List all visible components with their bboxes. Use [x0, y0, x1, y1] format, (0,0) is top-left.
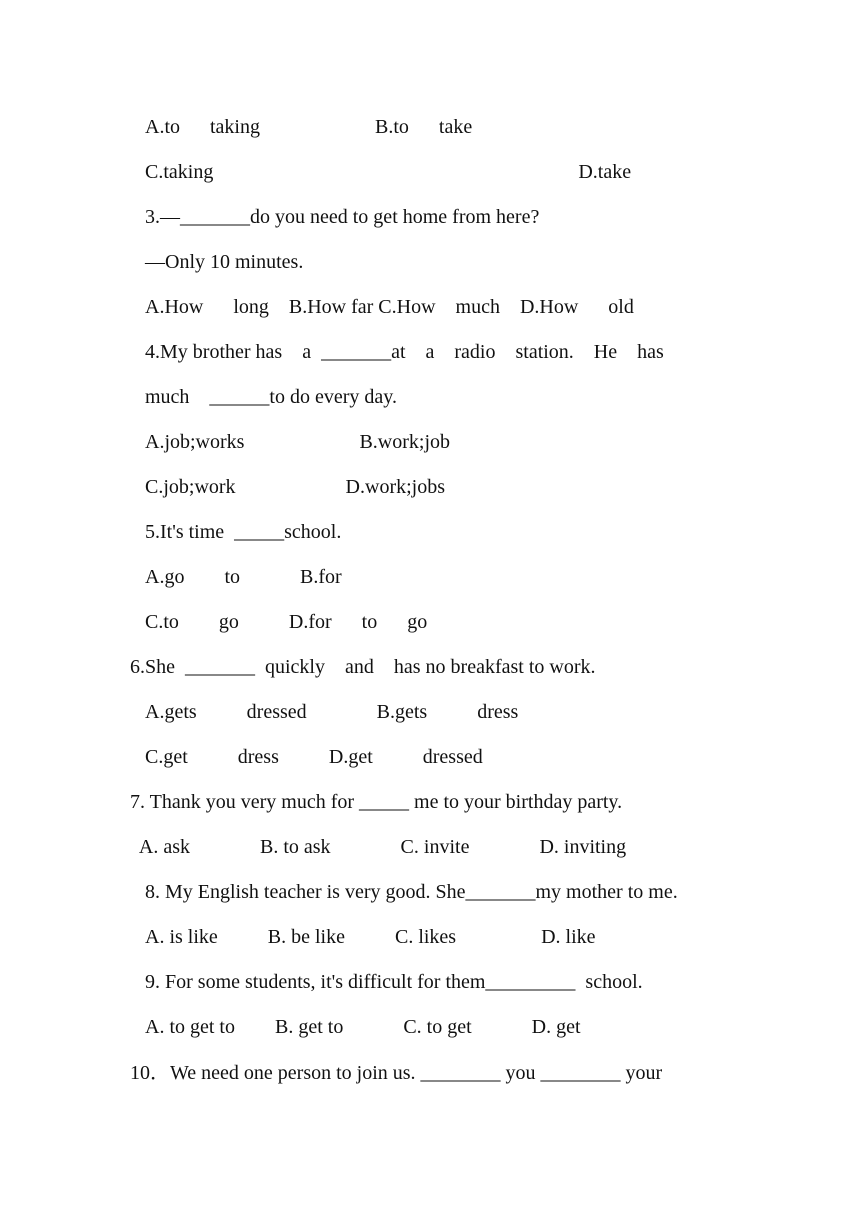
q2-options-ab: A.to taking B.to take [145, 116, 473, 138]
q3-answer: —Only 10 minutes. [145, 251, 304, 273]
q10-question: 10．We need one person to join us. ________ you ________ your [130, 1062, 663, 1084]
q9-options: A. to get to B. get to C. to get D. get [145, 1016, 581, 1038]
q6-options-cd: C.get dress D.get dressed [145, 746, 483, 768]
q5-options-cd: C.to go D.for to go [145, 611, 428, 633]
q2-options-cd: C.taking D.take [145, 161, 632, 183]
q6-question: 6.She _______ quickly and has no breakfast to work. [130, 656, 596, 678]
q4-question-line1: 4.My brother has a _______at a radio station. He has [145, 341, 664, 363]
q8-options: A. is like B. be like C. likes D. like [145, 926, 596, 948]
q8-question: 8. My English teacher is very good. She_______my mother to me. [145, 881, 678, 903]
q4-question-line2: much ______to do every day. [145, 386, 397, 408]
q7-question: 7. Thank you very much for _____ me to your birthday party. [130, 791, 623, 813]
q3-question: 3.—_______do you need to get home from here? [145, 206, 540, 228]
q4-options-cd: C.job;work D.work;jobs [145, 476, 445, 498]
q9-question: 9. For some students, it's difficult for them_________ school. [145, 971, 643, 993]
q5-question: 5.It's time _____school. [145, 521, 342, 543]
q3-options: A.How long B.How far C.How much D.How old [145, 296, 634, 318]
q6-options-ab: A.gets dressed B.gets dress [145, 701, 519, 723]
q7-options: A. ask B. to ask C. invite D. inviting [135, 836, 627, 858]
q5-options-ab: A.go to B.for [145, 566, 342, 588]
q4-options-ab: A.job;works B.work;job [145, 431, 450, 453]
